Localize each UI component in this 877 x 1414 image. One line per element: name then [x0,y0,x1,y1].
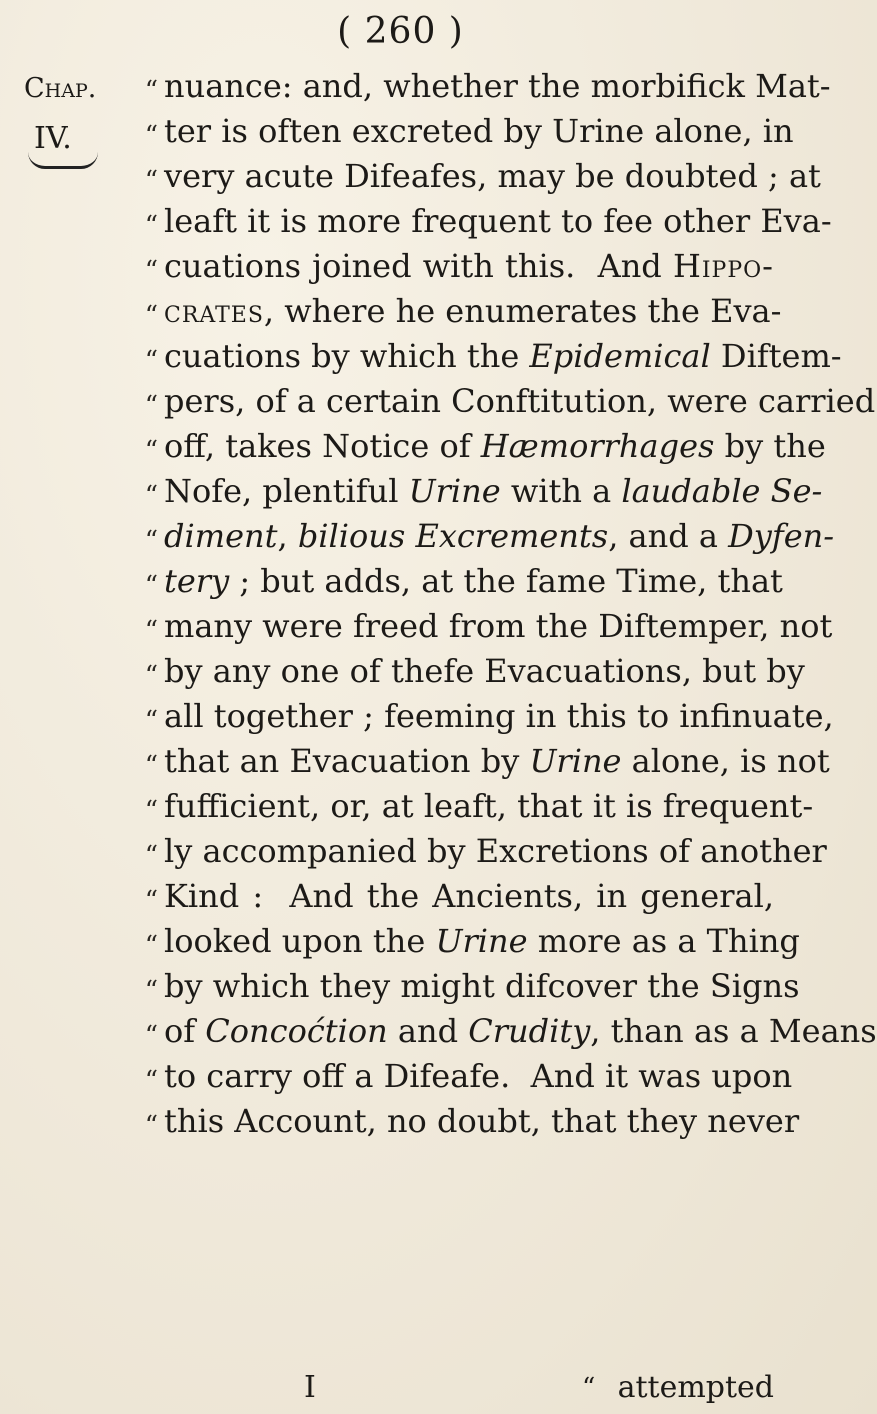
quote-mark: “ [144,211,158,241]
text-segment: fufficient, or, at leaft, that it is frequent- [164,787,814,825]
text-segment: crates [164,292,264,330]
text-segment: ly accompanied by Excretions of another [164,832,827,870]
text-line [164,109,794,154]
text-line [164,649,805,694]
quote-mark: “ [144,256,158,286]
text-segment: that an Evacuation by [164,742,530,780]
quote-mark: “ [144,481,158,511]
text-line [164,784,814,829]
text-segment: ter is often excreted by Urine alone, in [164,112,794,150]
text-segment: Urine [435,922,528,960]
quote-mark: “ [144,886,158,916]
text-segment: , [277,517,298,555]
text-segment: , and a [608,517,729,555]
chapter-marker [24,64,104,169]
text-segment: diment [164,517,278,555]
quote-mark-column [118,69,158,1149]
text-line [164,874,774,919]
text-segment: many were freed from the Diftemper, not [164,607,833,645]
text-segment: Dyfen- [728,517,835,555]
text-line [164,199,832,244]
text-segment: of [164,1012,206,1050]
text-line [164,829,827,874]
quote-mark: “ [144,571,158,601]
chapter-label: Chap. [24,73,97,104]
quote-mark: “ [144,1066,158,1096]
quote-mark: “ [144,526,158,556]
text-line [164,244,774,289]
text-line [164,919,800,964]
text-segment: and [387,1012,469,1050]
text-line [164,739,830,784]
text-segment: Kind : And the Ancients, in general, [164,877,774,915]
quote-mark: “ [144,346,158,376]
text-segment: by any one of thefe Evacuations, but by [164,652,805,690]
text-line [164,1054,793,1099]
quote-mark: “ [144,166,158,196]
text-line [164,1099,800,1144]
chapter-number: IV. [34,121,72,156]
text-line [164,469,823,514]
text-line [164,334,842,379]
quote-mark: “ [144,931,158,961]
text-segment: by the [714,427,826,465]
signature-mark: I [304,1370,316,1405]
text-segment: Diftem- [710,337,842,375]
text-line [164,424,826,469]
text-line [164,694,834,739]
text-segment: , where he enumerates the Eva- [263,292,782,330]
text-segment: all together ; feeming in this to infinuate, [164,697,834,735]
text-line [164,379,876,424]
text-segment: laudable Se- [621,472,823,510]
quote-mark: “ [144,661,158,691]
quote-mark: “ [144,976,158,1006]
quote-mark: “ [144,121,158,151]
text-segment: tery [164,562,230,600]
text-segment: by which they might difcover the Signs [164,967,800,1005]
quote-mark: “ [144,391,158,421]
quote-mark: “ [144,706,158,736]
text-segment: cuations by which the [164,337,530,375]
text-segment: Crudity [468,1012,591,1050]
text-segment: Hippo- [672,247,774,285]
text-line [164,964,800,1009]
body-text [164,64,877,1144]
text-line [164,604,833,649]
text-line [164,289,782,334]
text-line [164,559,783,604]
text-segment: with a [500,472,622,510]
quote-mark: “ [144,751,158,781]
page-footer [164,1366,774,1410]
text-segment: very acute Difeafes, may be doubted ; at [164,157,821,195]
text-line [164,64,831,109]
text-segment: alone, is not [621,742,830,780]
catchword: attempted [617,1370,774,1405]
page-number: ( 260 ) [337,11,464,52]
text-line [164,514,835,559]
quote-mark: “ [144,796,158,826]
text-segment: Hæmorrhages [480,427,715,465]
text-segment: ; but adds, at the fame Time, that [229,562,783,600]
quote-mark: “ [144,616,158,646]
quote-mark: “ [144,1021,158,1051]
quote-mark: “ [144,436,158,466]
text-segment: Urine [529,742,622,780]
text-segment: Concoćtion [205,1012,388,1050]
quote-mark: “ [144,76,158,106]
text-line [164,154,821,199]
text-segment: Urine [408,472,501,510]
text-segment: looked upon the [164,922,436,960]
text-line [164,1009,877,1054]
text-segment: pers, of a certain Conftitution, were carried [164,382,876,420]
quote-mark: “ [144,301,158,331]
footer-quote-mark: “ [582,1373,596,1403]
text-segment: this Account, no doubt, that they never [164,1102,800,1140]
text-segment: off, takes Notice of [164,427,481,465]
text-segment: Nofe, plentiful [164,472,409,510]
text-segment: , than as a Means [590,1012,877,1050]
quote-mark: “ [144,841,158,871]
text-segment: nuance: and, whether the morbifick Mat- [164,67,831,105]
text-segment: leaft it is more frequent to fee other Eva- [164,202,832,240]
text-segment: cuations joined with this. And [164,247,673,285]
quote-mark: “ [144,1111,158,1141]
text-segment: bilious Excrements [297,517,609,555]
text-segment: Epidemical [529,337,711,375]
text-segment: more as a Thing [527,922,800,960]
text-segment: to carry off a Difeafe. And it was upon [164,1057,793,1095]
